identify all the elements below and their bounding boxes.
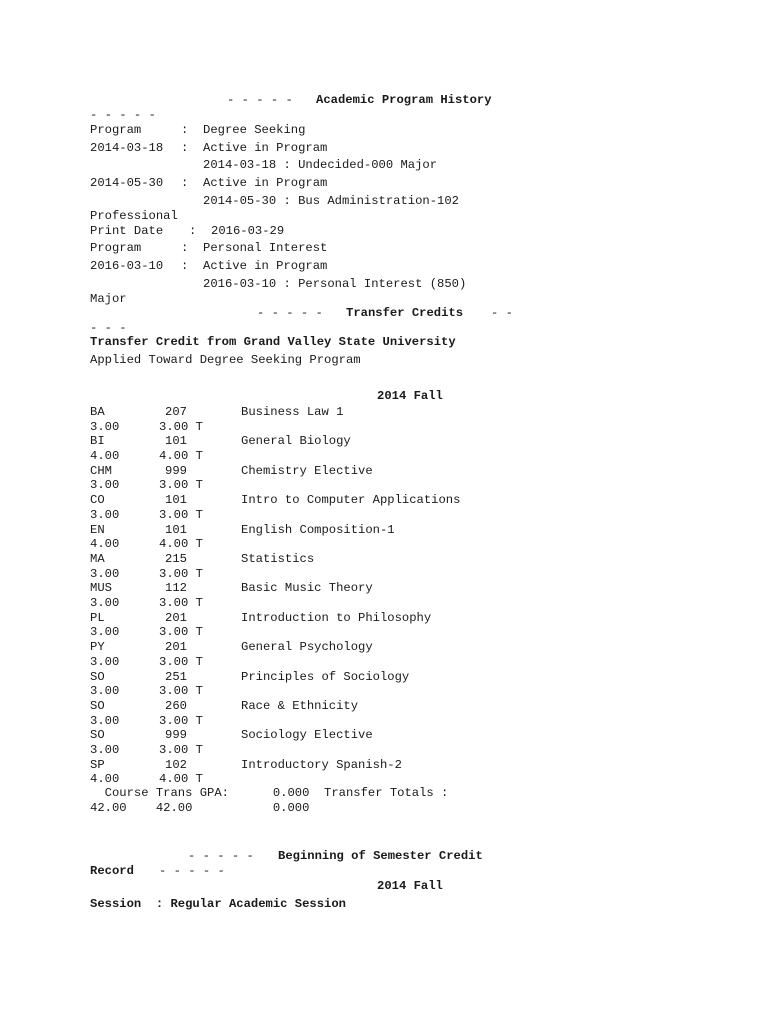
course-subject: PL — [90, 610, 105, 625]
course-subject: MUS — [90, 581, 112, 596]
history-detail: 2014-03-18 : Undecided-000 Major — [203, 158, 438, 172]
course-subject: BA — [90, 405, 105, 419]
history-detail: 2014-05-30 : Bus Administration-102 — [203, 194, 459, 208]
history-label: Program — [90, 123, 142, 137]
history-label: Print Date — [90, 224, 164, 238]
course-subject: EN — [90, 522, 105, 537]
history-heading: Academic Program History — [316, 93, 492, 107]
transfer-totals-values: 42.00 42.00 0.000 — [90, 801, 310, 815]
transfer-term: 2014 Fall — [377, 389, 443, 403]
course-earned: 3.00 T — [159, 684, 203, 699]
course-subject: SO — [90, 699, 105, 713]
history-sep: : — [181, 176, 189, 190]
history-heading-dashes: - - - - - — [227, 93, 293, 107]
course-subject: CHM — [90, 463, 112, 478]
course-title: Chemistry Elective — [241, 463, 373, 478]
history-value: Active in Program — [203, 141, 328, 155]
course-hours: 3.00 — [90, 507, 120, 522]
history-label: 2014-05-30 — [90, 176, 164, 190]
course-earned: 3.00 T — [159, 742, 203, 757]
course-number: 251 — [165, 669, 187, 684]
course-number: 201 — [165, 640, 187, 655]
course-earned: 3.00 T — [159, 566, 203, 581]
history-sep: : — [181, 141, 189, 155]
course-hours: 3.00 — [90, 625, 120, 640]
course-subject: SO — [90, 728, 105, 743]
course-hours: 4.00 — [90, 537, 120, 552]
course-hours: 3.00 — [90, 478, 120, 493]
course-earned: 3.00 T — [159, 419, 203, 434]
course-number: 201 — [165, 610, 187, 625]
course-subject: PY — [90, 640, 105, 655]
history-sep: : — [189, 224, 197, 238]
course-earned: 3.00 T — [159, 625, 203, 640]
history-sep: : — [181, 241, 189, 255]
course-number: 207 — [165, 405, 187, 419]
course-number: 215 — [165, 552, 187, 566]
course-hours: 3.00 — [90, 595, 120, 610]
course-earned: 3.00 T — [159, 478, 203, 493]
semester-heading-dashes: - - - - - — [188, 849, 254, 863]
course-number: 102 — [165, 757, 187, 772]
course-subject: SO — [90, 669, 105, 684]
course-earned: 4.00 T — [159, 448, 203, 463]
course-subject: BI — [90, 434, 105, 449]
course-hours: 3.00 — [90, 713, 120, 728]
course-title: Race & Ethnicity — [241, 699, 359, 713]
course-earned: 4.00 T — [159, 537, 203, 552]
history-value: Active in Program — [203, 259, 328, 273]
history-value: 2016-03-29 — [211, 224, 285, 238]
course-title: Principles of Sociology — [241, 669, 410, 684]
course-title: Introduction to Philosophy — [241, 610, 432, 625]
course-earned: 4.00 T — [159, 772, 203, 787]
history-detail: 2016-03-10 : Personal Interest (850) — [203, 277, 467, 291]
course-hours: 3.00 — [90, 419, 120, 434]
course-subject: CO — [90, 493, 105, 508]
course-number: 999 — [165, 463, 187, 478]
transfer-totals-label: Course Trans GPA: 0.000 Transfer Totals : — [90, 786, 449, 800]
history-sep: : — [181, 123, 189, 137]
course-hours: 3.00 — [90, 742, 120, 757]
transfer-institution: Transfer Credit from Grand Valley State University — [90, 335, 456, 349]
course-number: 999 — [165, 728, 187, 743]
semester-term: 2014 Fall — [377, 879, 443, 893]
course-number: 112 — [165, 581, 187, 596]
semester-session: Session : Regular Academic Session — [90, 897, 346, 911]
history-trailing-dashes: - - - - - — [90, 108, 156, 122]
course-earned: 3.00 T — [159, 713, 203, 728]
semester-wrap-word: Record — [90, 864, 134, 878]
transfer-heading-dashes: - - - - - — [257, 306, 323, 320]
transfer-heading-trail: - - — [491, 306, 513, 320]
course-earned: 3.00 T — [159, 507, 203, 522]
course-title: General Psychology — [241, 640, 373, 655]
course-number: 260 — [165, 699, 187, 713]
course-hours: 4.00 — [90, 448, 120, 463]
course-title: General Biology — [241, 434, 351, 449]
course-subject: SP — [90, 757, 105, 772]
history-label: 2014-03-18 — [90, 141, 164, 155]
course-title: Introductory Spanish-2 — [241, 757, 402, 772]
course-title: Statistics — [241, 552, 315, 566]
transfer-heading: Transfer Credits — [346, 306, 464, 320]
course-title: Sociology Elective — [241, 728, 373, 743]
history-label: Program — [90, 241, 142, 255]
course-title: Business Law 1 — [241, 405, 344, 419]
history-wrap: Professional — [90, 209, 178, 223]
semester-wrap-dashes: - - - - - — [159, 864, 225, 878]
course-hours: 3.00 — [90, 684, 120, 699]
course-number: 101 — [165, 493, 187, 508]
course-hours: 3.00 — [90, 654, 120, 669]
course-earned: 3.00 T — [159, 595, 203, 610]
history-value: Degree Seeking — [203, 123, 306, 137]
course-title: English Composition-1 — [241, 522, 395, 537]
history-label: 2016-03-10 — [90, 259, 164, 273]
course-subject: MA — [90, 552, 105, 566]
course-number: 101 — [165, 522, 187, 537]
course-hours: 3.00 — [90, 566, 120, 581]
history-value: Personal Interest — [203, 241, 328, 255]
course-title: Basic Music Theory — [241, 581, 373, 596]
semester-heading: Beginning of Semester Credit — [278, 849, 483, 863]
transfer-trail-wrap: - - - — [90, 321, 127, 335]
course-title: Intro to Computer Applications — [241, 493, 461, 508]
history-wrap: Major — [90, 292, 127, 306]
course-number: 101 — [165, 434, 187, 449]
course-earned: 3.00 T — [159, 654, 203, 669]
course-hours: 4.00 — [90, 772, 120, 787]
transfer-applied: Applied Toward Degree Seeking Program — [90, 353, 361, 367]
history-value: Active in Program — [203, 176, 328, 190]
history-sep: : — [181, 259, 189, 273]
